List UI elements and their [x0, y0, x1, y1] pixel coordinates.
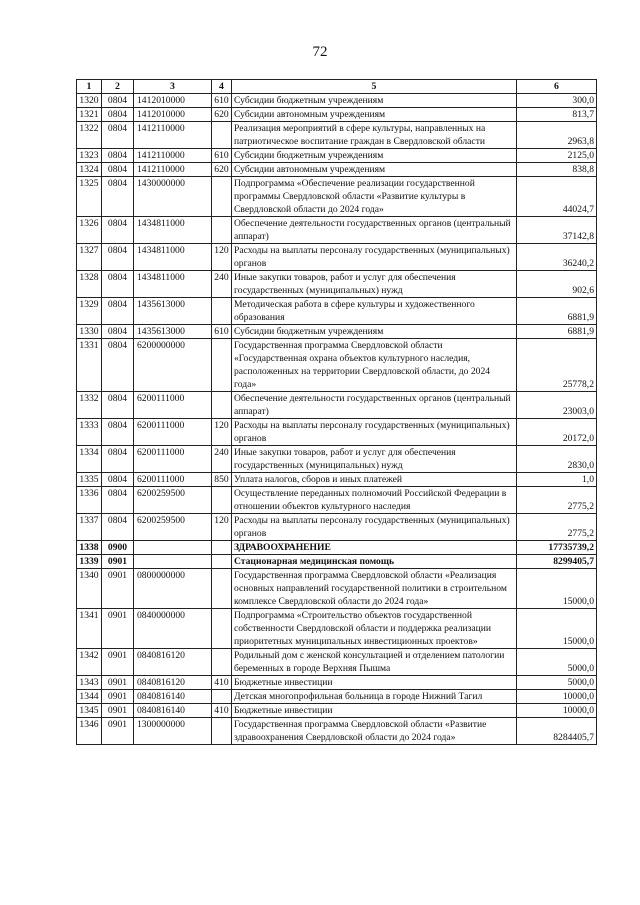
row-name: Субсидии бюджетным учреждениям [232, 94, 517, 108]
table-row [77, 718, 597, 745]
expense-type: 850 [212, 473, 232, 487]
target-code: 1412110000 [134, 149, 212, 163]
target-code: 1430000000 [134, 177, 212, 217]
expense-type [212, 541, 232, 555]
section-code: 0804 [102, 94, 134, 108]
table-row [77, 339, 597, 392]
row-name: Бюджетные инвестиции [232, 676, 517, 690]
row-number: 1340 [77, 569, 102, 609]
row-name: Субсидии бюджетным учреждениям [232, 149, 517, 163]
row-number: 1320 [77, 94, 102, 108]
row-name: Подпрограмма «Обеспечение реализации государственной программы Свердловской области «Развитие культуры в Свердловской области до 2024 года» [232, 177, 517, 217]
target-code: 0800000000 [134, 569, 212, 609]
row-amount: 2963,8 [517, 122, 597, 149]
row-name: Иные закупки товаров, работ и услуг для обеспечения государственных (муниципальных) нужд [232, 446, 517, 473]
table-row [77, 298, 597, 325]
target-code: 6200000000 [134, 339, 212, 392]
expense-type [212, 298, 232, 325]
section-code: 0901 [102, 690, 134, 704]
expense-type [212, 339, 232, 392]
row-number: 1326 [77, 217, 102, 244]
section-code: 0804 [102, 163, 134, 177]
section-code: 0804 [102, 392, 134, 419]
target-code: 1435613000 [134, 325, 212, 339]
expense-type: 610 [212, 94, 232, 108]
row-amount: 813,7 [517, 108, 597, 122]
row-number: 1325 [77, 177, 102, 217]
section-code: 0901 [102, 676, 134, 690]
header-col-1: 1 [77, 80, 102, 94]
row-amount: 2775,2 [517, 487, 597, 514]
table-row [77, 569, 597, 609]
row-name: Бюджетные инвестиции [232, 704, 517, 718]
row-number: 1336 [77, 487, 102, 514]
row-name: Родильный дом с женской консультацией и отделением патологии беременных в городе Верхняя Пышма [232, 649, 517, 676]
section-code: 0901 [102, 555, 134, 569]
expense-type: 620 [212, 108, 232, 122]
expense-type [212, 690, 232, 704]
section-code: 0901 [102, 609, 134, 649]
target-code: 6200111000 [134, 446, 212, 473]
row-number: 1327 [77, 244, 102, 271]
table-row [77, 649, 597, 676]
section-code: 0804 [102, 271, 134, 298]
row-amount: 20172,0 [517, 419, 597, 446]
table-row [77, 94, 597, 108]
table-body [77, 94, 597, 745]
row-amount: 6881,9 [517, 325, 597, 339]
target-code: 0840816120 [134, 676, 212, 690]
expense-type [212, 569, 232, 609]
expense-type: 120 [212, 419, 232, 446]
header-row [77, 80, 597, 94]
row-name: Государственная программа Свердловской области «Государственная охрана объектов культурного наследия, расположенных на территории Свердловской области, до 2024 года» [232, 339, 517, 392]
row-number: 1338 [77, 541, 102, 555]
section-code: 0900 [102, 541, 134, 555]
target-code: 1434811000 [134, 217, 212, 244]
row-amount: 10000,0 [517, 704, 597, 718]
target-code: 1300000000 [134, 718, 212, 745]
row-amount: 838,8 [517, 163, 597, 177]
target-code: 0840816140 [134, 690, 212, 704]
row-amount: 2125,0 [517, 149, 597, 163]
row-number: 1345 [77, 704, 102, 718]
row-name: Субсидии автономным учреждениям [232, 108, 517, 122]
section-code: 0804 [102, 298, 134, 325]
expense-type: 620 [212, 163, 232, 177]
table-row [77, 704, 597, 718]
row-amount: 36240,2 [517, 244, 597, 271]
table-row [77, 325, 597, 339]
expense-type [212, 718, 232, 745]
row-number: 1332 [77, 392, 102, 419]
row-name: Осуществление переданных полномочий Российской Федерации в отношении объектов культурного наследия [232, 487, 517, 514]
section-code: 0804 [102, 339, 134, 392]
expense-type [212, 609, 232, 649]
row-number: 1328 [77, 271, 102, 298]
target-code: 1434811000 [134, 244, 212, 271]
section-code: 0901 [102, 649, 134, 676]
row-name: Расходы на выплаты персоналу государственных (муниципальных) органов [232, 419, 517, 446]
target-code: 6200111000 [134, 392, 212, 419]
target-code: 1435613000 [134, 298, 212, 325]
row-amount: 37142,8 [517, 217, 597, 244]
table-row [77, 108, 597, 122]
row-number: 1339 [77, 555, 102, 569]
section-code: 0804 [102, 108, 134, 122]
row-number: 1323 [77, 149, 102, 163]
row-name: Обеспечение деятельности государственных органов (центральный аппарат) [232, 217, 517, 244]
target-code: 6200259500 [134, 514, 212, 541]
row-amount: 44024,7 [517, 177, 597, 217]
table-row [77, 244, 597, 271]
row-amount: 2775,2 [517, 514, 597, 541]
row-amount: 6881,9 [517, 298, 597, 325]
section-code: 0804 [102, 325, 134, 339]
expense-type [212, 122, 232, 149]
row-amount: 25778,2 [517, 339, 597, 392]
expense-type [212, 177, 232, 217]
row-number: 1321 [77, 108, 102, 122]
row-name: Детская многопрофильная больница в городе Нижний Тагил [232, 690, 517, 704]
row-amount: 1,0 [517, 473, 597, 487]
row-amount: 8299405,7 [517, 555, 597, 569]
section-code: 0804 [102, 487, 134, 514]
section-code: 0804 [102, 473, 134, 487]
row-amount: 10000,0 [517, 690, 597, 704]
row-number: 1342 [77, 649, 102, 676]
section-code: 0804 [102, 177, 134, 217]
row-number: 1333 [77, 419, 102, 446]
target-code: 1412010000 [134, 94, 212, 108]
row-amount: 5000,0 [517, 649, 597, 676]
row-number: 1335 [77, 473, 102, 487]
table-row [77, 676, 597, 690]
row-number: 1329 [77, 298, 102, 325]
header-col-3: 3 [134, 80, 212, 94]
table-row [77, 271, 597, 298]
expense-type [212, 392, 232, 419]
row-name: Государственная программа Свердловской области «Развитие здравоохранения Свердловской области до 2024 года» [232, 718, 517, 745]
table-row [77, 473, 597, 487]
target-code: 1412110000 [134, 163, 212, 177]
table-row [77, 149, 597, 163]
target-code: 6200111000 [134, 473, 212, 487]
row-name: Подпрограмма «Строительство объектов государственной собственности Свердловской области и поддержка реализации приоритетных муниципальных инвестиционных проектов» [232, 609, 517, 649]
page-number: 72 [312, 44, 328, 60]
section-code: 0804 [102, 149, 134, 163]
row-amount: 15000,0 [517, 569, 597, 609]
target-code: 0840000000 [134, 609, 212, 649]
table-row [77, 392, 597, 419]
row-amount: 8284405,7 [517, 718, 597, 745]
header-col-2: 2 [102, 80, 134, 94]
target-code: 1412110000 [134, 122, 212, 149]
expense-type: 610 [212, 325, 232, 339]
section-code: 0804 [102, 122, 134, 149]
table-row [77, 122, 597, 149]
row-number: 1341 [77, 609, 102, 649]
table-row [77, 419, 597, 446]
section-code: 0804 [102, 244, 134, 271]
expense-type: 410 [212, 704, 232, 718]
budget-table [76, 79, 597, 745]
row-amount: 15000,0 [517, 609, 597, 649]
row-name: Реализация мероприятий в сфере культуры, направленных на патриотическое воспитание граждан в Свердловской области [232, 122, 517, 149]
row-name: Иные закупки товаров, работ и услуг для обеспечения государственных (муниципальных) нужд [232, 271, 517, 298]
row-amount: 17735739,2 [517, 541, 597, 555]
table-row [77, 609, 597, 649]
target-code: 1434811000 [134, 271, 212, 298]
target-code: 1412010000 [134, 108, 212, 122]
row-number: 1343 [77, 676, 102, 690]
table-row [77, 446, 597, 473]
section-code: 0804 [102, 446, 134, 473]
row-name: ЗДРАВООХРАНЕНИЕ [232, 541, 517, 555]
header-col-4: 4 [212, 80, 232, 94]
row-amount: 5000,0 [517, 676, 597, 690]
section-code: 0901 [102, 704, 134, 718]
row-name: Стационарная медицинская помощь [232, 555, 517, 569]
expense-type: 120 [212, 244, 232, 271]
row-amount: 300,0 [517, 94, 597, 108]
table-row [77, 163, 597, 177]
row-name: Субсидии автономным учреждениям [232, 163, 517, 177]
table-row [77, 177, 597, 217]
row-name: Уплата налогов, сборов и иных платежей [232, 473, 517, 487]
target-code: 0840816120 [134, 649, 212, 676]
table-row [77, 690, 597, 704]
row-name: Обеспечение деятельности государственных органов (центральный аппарат) [232, 392, 517, 419]
row-name: Методическая работа в сфере культуры и художественного образования [232, 298, 517, 325]
row-number: 1331 [77, 339, 102, 392]
section-code: 0804 [102, 514, 134, 541]
target-code: 0840816140 [134, 704, 212, 718]
header-col-6: 6 [517, 80, 597, 94]
target-code [134, 555, 212, 569]
table-row [77, 555, 597, 569]
row-name: Субсидии бюджетным учреждениям [232, 325, 517, 339]
expense-type: 410 [212, 676, 232, 690]
row-amount: 902,6 [517, 271, 597, 298]
row-amount: 2830,0 [517, 446, 597, 473]
row-number: 1346 [77, 718, 102, 745]
row-number: 1330 [77, 325, 102, 339]
table-row [77, 217, 597, 244]
row-number: 1322 [77, 122, 102, 149]
expense-type: 240 [212, 446, 232, 473]
table-row [77, 487, 597, 514]
row-number: 1344 [77, 690, 102, 704]
section-code: 0804 [102, 217, 134, 244]
row-name: Государственная программа Свердловской области «Реализация основных направлений государственной политики в строительном комплексе Свердловской области до 2024 года» [232, 569, 517, 609]
expense-type: 240 [212, 271, 232, 298]
expense-type [212, 487, 232, 514]
expense-type [212, 217, 232, 244]
expense-type [212, 649, 232, 676]
expense-type [212, 555, 232, 569]
table-row [77, 541, 597, 555]
row-number: 1334 [77, 446, 102, 473]
header-col-5: 5 [232, 80, 517, 94]
row-amount: 23003,0 [517, 392, 597, 419]
expense-type: 610 [212, 149, 232, 163]
row-name: Расходы на выплаты персоналу государственных (муниципальных) органов [232, 244, 517, 271]
section-code: 0901 [102, 718, 134, 745]
section-code: 0901 [102, 569, 134, 609]
table-row [77, 514, 597, 541]
target-code: 6200259500 [134, 487, 212, 514]
section-code: 0804 [102, 419, 134, 446]
expense-type: 120 [212, 514, 232, 541]
row-name: Расходы на выплаты персоналу государственных (муниципальных) органов [232, 514, 517, 541]
target-code: 6200111000 [134, 419, 212, 446]
target-code [134, 541, 212, 555]
row-number: 1337 [77, 514, 102, 541]
row-number: 1324 [77, 163, 102, 177]
